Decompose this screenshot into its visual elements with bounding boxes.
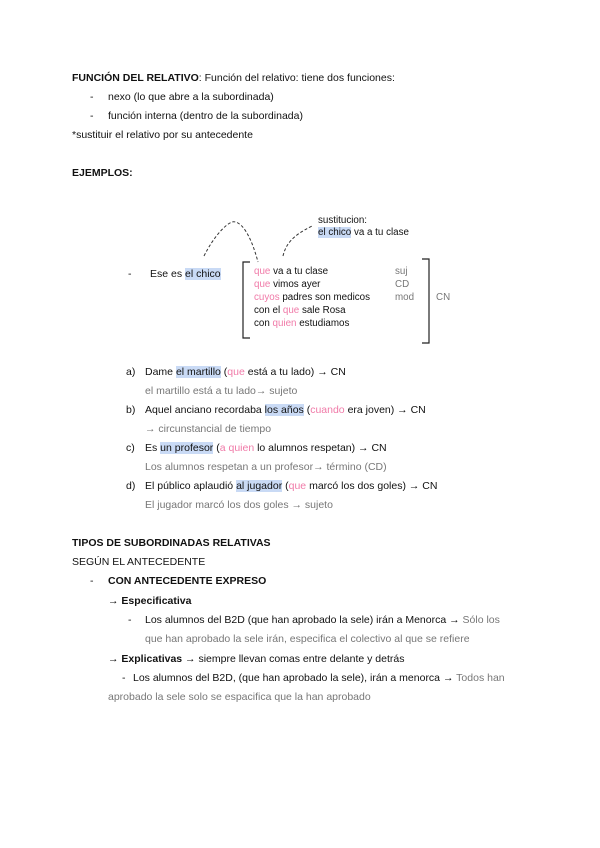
explicativa-example: Los alumnos del B2D, (que han aprobado la sele), irán a menorca → Todos han — [133, 672, 505, 684]
example-a-note: el martillo está a tu lado→ sujeto — [145, 385, 298, 397]
example-letter: c) — [126, 442, 135, 454]
funcion-bullet-1: nexo (lo que abre a la subordinada) — [108, 91, 274, 103]
example-letter: d) — [126, 480, 136, 492]
bullet-dash: - — [90, 575, 94, 587]
antecedent: al jugador — [236, 480, 283, 492]
sustitucion-rest: va a tu clase — [351, 227, 409, 238]
antecedent: los años — [264, 404, 304, 416]
bracket-right — [422, 259, 429, 343]
bullet-dash: - — [90, 110, 94, 122]
example-b: Aquel anciano recordaba los años (cuando era joven) → CN — [145, 404, 426, 416]
relative-word: a quien — [219, 442, 255, 454]
explicativa-heading: → Explicativas → siempre llevan comas entre delante y detrás — [108, 653, 405, 665]
relative-word: cuyos — [254, 292, 280, 303]
bracket-left — [243, 262, 250, 338]
function-cd: CD — [395, 279, 410, 290]
bullet-dash: - — [90, 91, 94, 103]
sustitucion-label: sustitucion: — [318, 215, 368, 226]
relative-word: cuando — [310, 404, 345, 416]
especificativa-example: Los alumnos del B2D (que han aprobado la sele) irán a Menorca → Sólo los — [145, 614, 500, 626]
tipos-subtitle: SEGÚN EL ANTECEDENTE — [72, 556, 206, 568]
bullet-dash: - — [122, 672, 126, 684]
relative-word: que — [288, 480, 307, 492]
explicativa-label: Explicativas — [121, 653, 183, 665]
relative-word: que — [254, 266, 271, 277]
funcion-bullet-2: función interna (dentro de la subordinada) — [108, 110, 303, 122]
example-letter: a) — [126, 366, 136, 378]
ejemplos-title: EJEMPLOS: — [72, 167, 133, 179]
arc-antecedent — [204, 222, 258, 262]
explicativa-explanation: aprobado la sele solo se espacifica que la han aprobado — [108, 691, 371, 703]
funcion-note: *sustituir el relativo por su antecedente — [72, 129, 253, 141]
example-letter: b) — [126, 404, 136, 416]
especificativa-explanation: que han aprobado la sele irán, especifica el colectivo al que se refiere — [145, 633, 470, 645]
diagram-lead — [150, 268, 221, 281]
relative-word: que — [282, 305, 300, 316]
bullet-dash: - — [128, 614, 132, 626]
sustitucion-text — [318, 226, 409, 239]
diagram-dash: - — [128, 268, 132, 280]
sustitucion-antecedent: el chico — [318, 227, 352, 238]
diagram-line: con quien estudiamos — [254, 318, 350, 329]
funcion-heading — [72, 72, 395, 85]
example-d-note: El jugador marcó los dos goles → sujeto — [145, 499, 333, 511]
diagram-line: cuyos padres son medicos — [254, 292, 370, 303]
diagram-cn-label: CN — [436, 292, 451, 303]
diagram-line: que vimos ayer — [254, 279, 321, 290]
diagram-lead-antecedent: el chico — [185, 268, 221, 280]
example-c-note: Los alumnos respetan a un profesor→ término (CD) — [145, 461, 387, 473]
example-c: Es un profesor (a quien lo alumnos respetan) → CN — [145, 442, 387, 454]
example-a: Dame el martillo (que está a tu lado) → CN — [145, 366, 346, 378]
funcion-title: FUNCIÓN DEL RELATIVO — [72, 72, 199, 84]
example-d: El público aplaudió al jugador (que marcó los dos goles) → CN — [145, 480, 438, 492]
relative-word: que — [227, 366, 245, 378]
arc-sustitucion — [283, 226, 312, 256]
function-mod: mod — [395, 292, 415, 303]
diagram-line: que va a tu clase — [254, 266, 329, 277]
antecedent: el martillo — [175, 366, 221, 378]
especificativa-heading: → Especificativa — [108, 595, 192, 607]
example-b-note: → circunstancial de tiempo — [145, 423, 272, 435]
funcion-title-rest: : Función del relativo: tiene dos funciones: — [198, 72, 395, 84]
diagram-line: con el que sale Rosa — [254, 305, 346, 316]
tipos-title: TIPOS DE SUBORDINADAS RELATIVAS — [72, 537, 271, 549]
relative-word: quien — [272, 318, 297, 329]
function-suj: suj — [395, 266, 408, 277]
relative-word: que — [254, 279, 271, 290]
diagram-lead-prefix: Ese es — [150, 268, 186, 280]
antecedent: un profesor — [160, 442, 214, 454]
especificativa-label: Especificativa — [121, 595, 192, 607]
tipos-expreso: CON ANTECEDENTE EXPRESO — [108, 575, 267, 587]
